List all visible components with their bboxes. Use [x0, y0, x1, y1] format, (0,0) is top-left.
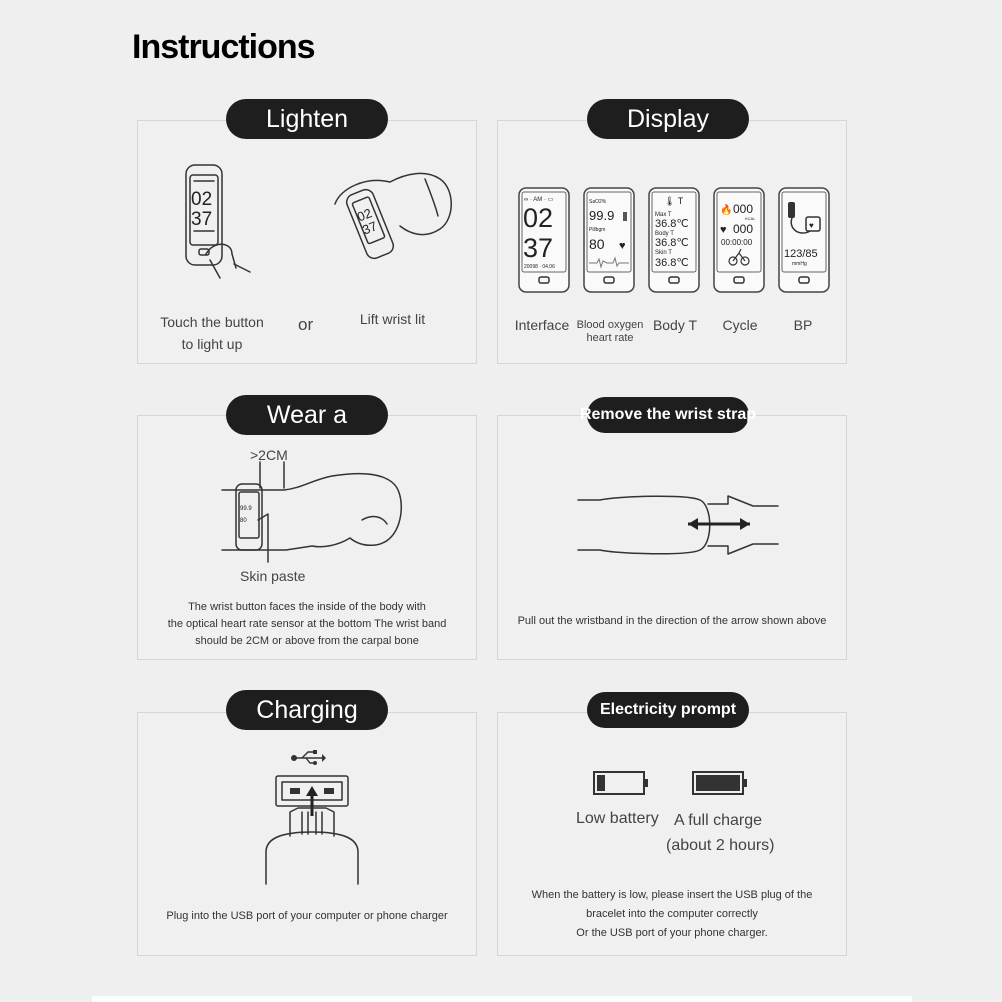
svg-text:37: 37	[360, 218, 380, 238]
display-screen-oxygen	[583, 187, 635, 293]
body-temp-label: Body T	[655, 231, 674, 237]
bp-unit: mmHg	[792, 261, 807, 267]
cycle-kcal: 000	[733, 202, 754, 216]
svg-text:80: 80	[240, 518, 247, 524]
svg-text:♥: ♥	[809, 221, 814, 230]
wear-wrist-illustration	[222, 462, 412, 572]
touch-button-illustration	[180, 160, 270, 280]
charging-illustration	[262, 772, 362, 884]
svg-text:99.9: 99.9	[240, 506, 252, 512]
distance-label: >2CM	[250, 447, 288, 463]
skin-temp-value: 36.8℃	[655, 257, 689, 269]
remove-pill: Remove the wrist strap	[587, 397, 749, 433]
max-temp-label: Max T	[655, 212, 672, 218]
interface-minute: 37	[523, 233, 554, 263]
screen-minute: 37	[191, 209, 213, 230]
display-screen-bodytemp	[648, 187, 700, 293]
screen-hour: 02	[191, 189, 213, 210]
remove-strap-illustration	[578, 490, 778, 560]
body-temp-value: 36.8℃	[655, 237, 689, 249]
low-battery-icon	[593, 771, 649, 795]
charging-pill: Charging	[226, 690, 388, 730]
touch-label: Touch the button to light up	[160, 314, 264, 352]
max-temp-value: 36.8℃	[655, 218, 689, 230]
spo2-value: 99.9	[589, 208, 615, 223]
skin-temp-label: Skin T	[655, 250, 672, 256]
or-label: or	[298, 315, 314, 334]
lighten-pill: Lighten	[226, 99, 388, 139]
lift-label: Lift wrist lit	[359, 311, 426, 327]
cycle-time: 00:00:00	[721, 238, 753, 247]
display-screen-interface	[518, 187, 570, 293]
display-screen-cycle	[713, 187, 765, 293]
full-battery-icon	[692, 771, 748, 795]
interface-hour: 02	[523, 203, 554, 233]
svg-text:20098 · 04.06: 20098 · 04.06	[524, 264, 555, 270]
svg-text:♥: ♥	[619, 240, 626, 252]
label-cycle: Cycle	[722, 317, 758, 333]
pulse-label: Pillbgm	[589, 227, 606, 233]
wear-caption: The wrist button faces the inside of the body with the optical heart rate sensor at the bottom The wrist band should be 2CM or above from the carpal bone	[167, 601, 447, 647]
charging-caption: Plug into the USB port of your computer or phone charger	[166, 910, 448, 922]
page-title: Instructions	[132, 28, 315, 66]
label-bp: BP	[793, 317, 813, 333]
bottom-bar	[92, 996, 912, 1002]
label-interface: Interface	[514, 317, 570, 333]
full-charge-label: A full charge	[673, 812, 763, 829]
svg-text:🌡 T: 🌡 T	[664, 196, 684, 206]
lift-wrist-illustration	[330, 164, 460, 264]
skin-paste-label: Skin paste	[240, 568, 306, 584]
wear-pill: Wear a	[226, 395, 388, 435]
electricity-caption: When the battery is low, please insert the USB plug of the bracelet into the computer correctly Or the USB port of your phone charger.	[531, 889, 813, 939]
usb-icon	[290, 750, 326, 766]
pulse-value: 80	[589, 236, 605, 252]
label-oxygen: Blood oxygen heart rate	[576, 319, 644, 344]
svg-text:∞ · AM · ▭: ∞ · AM · ▭	[524, 197, 554, 203]
bp-value: 123/85	[784, 248, 818, 260]
spo2-label: SaO2%	[589, 199, 607, 205]
electricity-pill: Electricity prompt	[587, 692, 749, 728]
display-screen-bp	[778, 187, 830, 293]
svg-text:🔥: 🔥	[720, 205, 733, 216]
label-bodyt: Body T	[652, 317, 698, 333]
cycle-bpm: 000	[733, 222, 754, 236]
full-charge-duration: (about 2 hours)	[666, 837, 775, 854]
remove-caption: Pull out the wristband in the direction of the arrow shown above	[517, 615, 827, 627]
cycle-kcal-unit: KCAL	[745, 216, 756, 221]
svg-text:♥: ♥	[720, 224, 727, 236]
svg-text:02: 02	[354, 205, 374, 225]
low-battery-label: Low battery	[576, 810, 659, 827]
display-pill: Display	[587, 99, 749, 139]
